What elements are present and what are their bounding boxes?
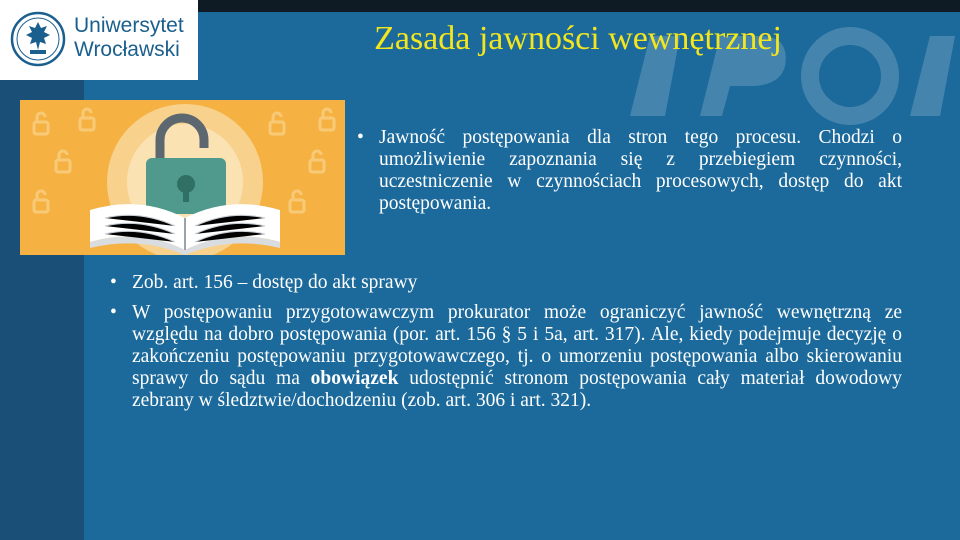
logo-line-1: Uniwersytet xyxy=(74,14,184,37)
bullet-text xyxy=(132,302,902,412)
bullet-item xyxy=(357,127,902,215)
logo-line-2: Wrocławski xyxy=(74,38,180,61)
university-emblem-icon xyxy=(10,10,66,68)
bullet-marker: • xyxy=(110,302,117,323)
university-logo[interactable] xyxy=(0,0,198,80)
bullet-text: Jawność postępowania dla stron tego procesu. Chodzi o umożliwienie zapoznania się z przebiegiem czynności, uczestniczenie w czynnościach procesowych, dostęp do akt postępowania. xyxy=(379,127,902,214)
open-access-illustration xyxy=(20,100,345,255)
bullet-text: Zob. art. 156 – dostęp do akt sprawy xyxy=(132,272,418,293)
bullet-marker: • xyxy=(110,272,117,293)
logo-text xyxy=(74,14,184,62)
bullet-text-start: W postępowaniu przygotowawczym prokurator może ograniczyć jawność wewnętrzną ze względu na dobro postępowania (por. art. 156 § 5 i 5a, art. 317). Ale, kiedy podejmuje decyzję o zakończeniu postępowaniu przygotowawczego, tj. o umorzeniu postępowania albo skierowaniu sprawy do sądu ma xyxy=(132,302,902,389)
bullet-text-emphasis: obowiązek xyxy=(310,368,399,389)
bullet-item xyxy=(110,302,902,412)
bullet-text-end: udostępnić stronom postępowania cały materiał dowodowy zebrany w śledztwie/dochodzeniu (zob. art. 306 i art. 321). xyxy=(132,368,902,411)
bullet-marker: • xyxy=(357,127,364,148)
slide-title: Zasada jawności wewnętrznej xyxy=(374,20,782,57)
bullet-item xyxy=(110,272,902,294)
